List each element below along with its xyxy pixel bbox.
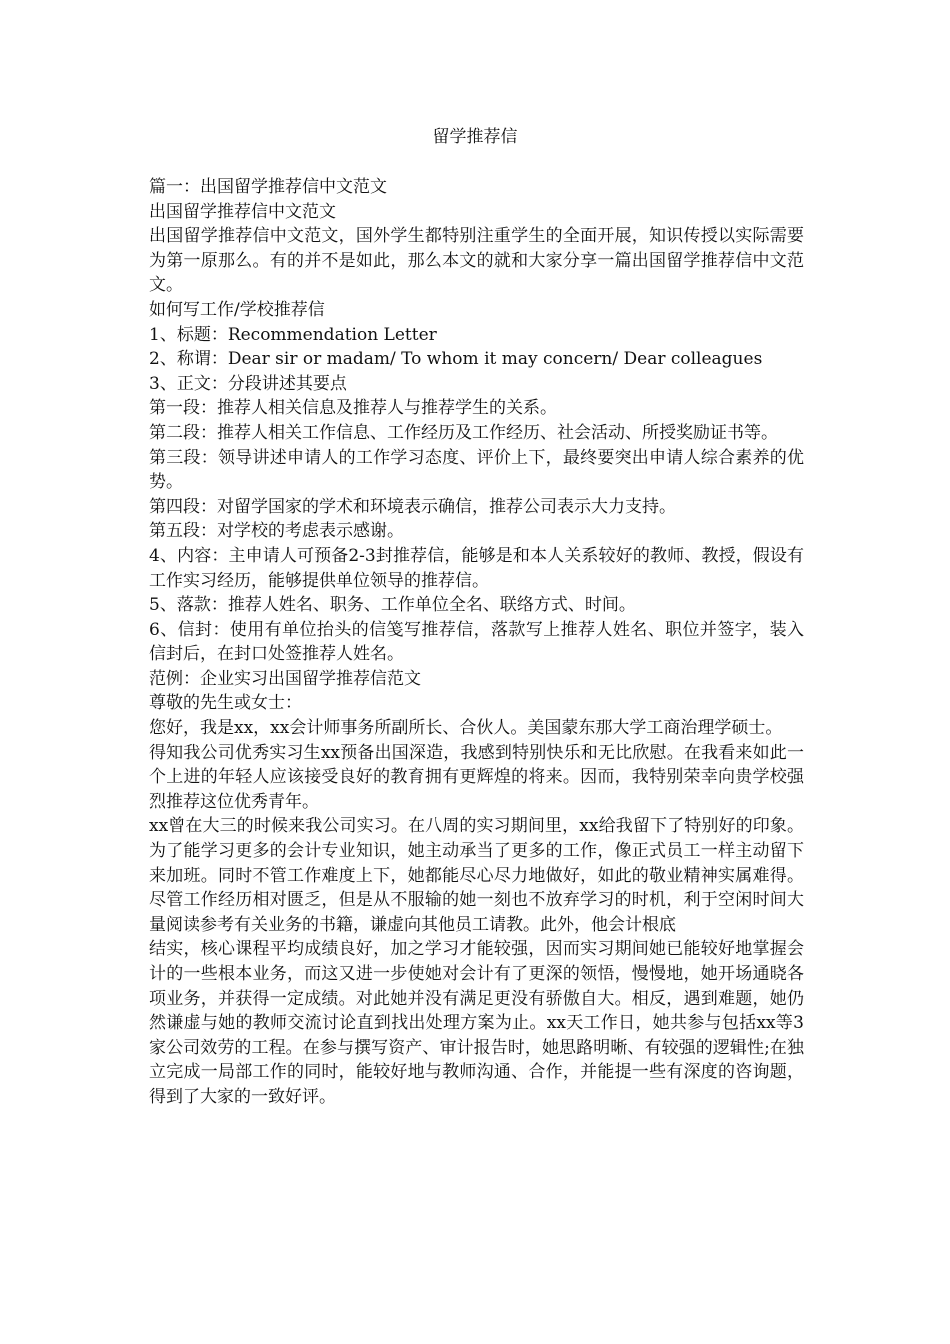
letter-paragraph-3: xx曾在大三的时候来我公司实习。在八周的实习期间里，xx给我留下了特别好的印象。为了能学习更多的会计专业知识，她主动承当了更多的工作，像正式员工一样主动留下来加班。同时不管工作难度上下，她都能尽心尽力地做好，如此的敬业精神实属难得。尽管工作经历相对匮乏，但是从不服输的她一刻也不放弃学习的时机，利于空闲时间大量阅读参考有关业务的书籍，谦虚向其他员工请教。此外，他会计根底 — [149, 816, 804, 935]
body-paragraph-4: 第四段：对留学国家的学术和环境表示确信，推荐公司表示大力支持。 — [149, 496, 676, 517]
document-title: 留学推荐信 — [432, 127, 518, 147]
body-paragraph-2: 第二段：推荐人相关工作信息、工作经历及工作经历、社会活动、所授奖励证书等。 — [149, 422, 778, 443]
letter-salutation: 尊敬的先生或女士： — [149, 693, 302, 714]
example-heading: 范例：企业实习出国留学推荐信范文 — [149, 668, 421, 689]
body-paragraph-5: 第五段：对学校的考虑表示感谢。 — [149, 521, 404, 542]
list-item-title: 1、标题：Recommendation Letter — [149, 324, 437, 345]
body-paragraph-1: 第一段：推荐人相关信息及推荐人与推荐学生的关系。 — [149, 398, 557, 419]
body-paragraph-3: 第三段：领导讲述申请人的工作学习态度、评价上下，最终要突出申请人综合素养的优势。 — [149, 447, 804, 493]
subheading-how-to-write: 如何写工作/学校推荐信 — [149, 299, 325, 320]
list-item-salutation: 2、称谓：Dear sir or madam/ To whom it may concern/ Dear colleagues — [149, 349, 763, 370]
list-item-signature: 5、落款：推荐人姓名、职务、工作单位全名、联络方式、时间。 — [149, 595, 636, 616]
letter-paragraph-4: 结实，核心课程平均成绩良好，加之学习才能较强，因而实习期间她已能较好地掌握会计的一些根本业务，而这又进一步使她对会计有了更深的领悟，慢慢地，她开场通晓各项业务，并获得一定成绩。对此她并没有满足更没有骄傲自大。相反，遇到难题，她仍然谦虚与她的教师交流讨论直到找出处理方案为止。xx天工作日，她共参与包括xx等3家公司效劳的工程。在参与撰写资产、审计报告时，她思路明晰、有较强的逻辑性;在独立完成一局部工作的同时，能较好地与教师沟通、合作，并能提一些有深度的咨询题，得到了大家的一致好评。 — [149, 939, 804, 1107]
intro-paragraph: 出国留学推荐信中文范文，国外学生都特别注重学生的全面开展，知识传授以实际需要为第一原那么。有的并不是如此，那么本文的就和大家分享一篇出国留学推荐信中文范文。 — [149, 226, 804, 296]
document-body — [149, 175, 804, 1110]
section-heading: 篇一：出国留学推荐信中文范文 — [149, 177, 387, 197]
list-item-body: 3、正文：分段讲述其要点 — [149, 373, 347, 394]
list-item-content: 4、内容：主申请人可预备2-3封推荐信，能够是和本人关系较好的教师、教授，假设有工作实习经历，能够提供单位领导的推荐信。 — [149, 545, 804, 591]
article-title: 出国留学推荐信中文范文 — [149, 201, 336, 222]
list-item-envelope: 6、信封：使用有单位抬头的信笺写推荐信，落款写上推荐人姓名、职位并签字，装入信封后，在封口处签推荐人姓名。 — [149, 619, 804, 665]
letter-paragraph-2: 得知我公司优秀实习生xx预备出国深造，我感到特别快乐和无比欣慰。在我看来如此一个上进的年轻人应该接受良好的教育拥有更辉煌的将来。因而，我特别荣幸向贵学校强烈推荐这位优秀青年。 — [149, 742, 804, 812]
letter-paragraph-1: 您好，我是xx，xx会计师事务所副所长、合伙人。美国蒙东那大学工商治理学硕士。 — [149, 718, 783, 739]
